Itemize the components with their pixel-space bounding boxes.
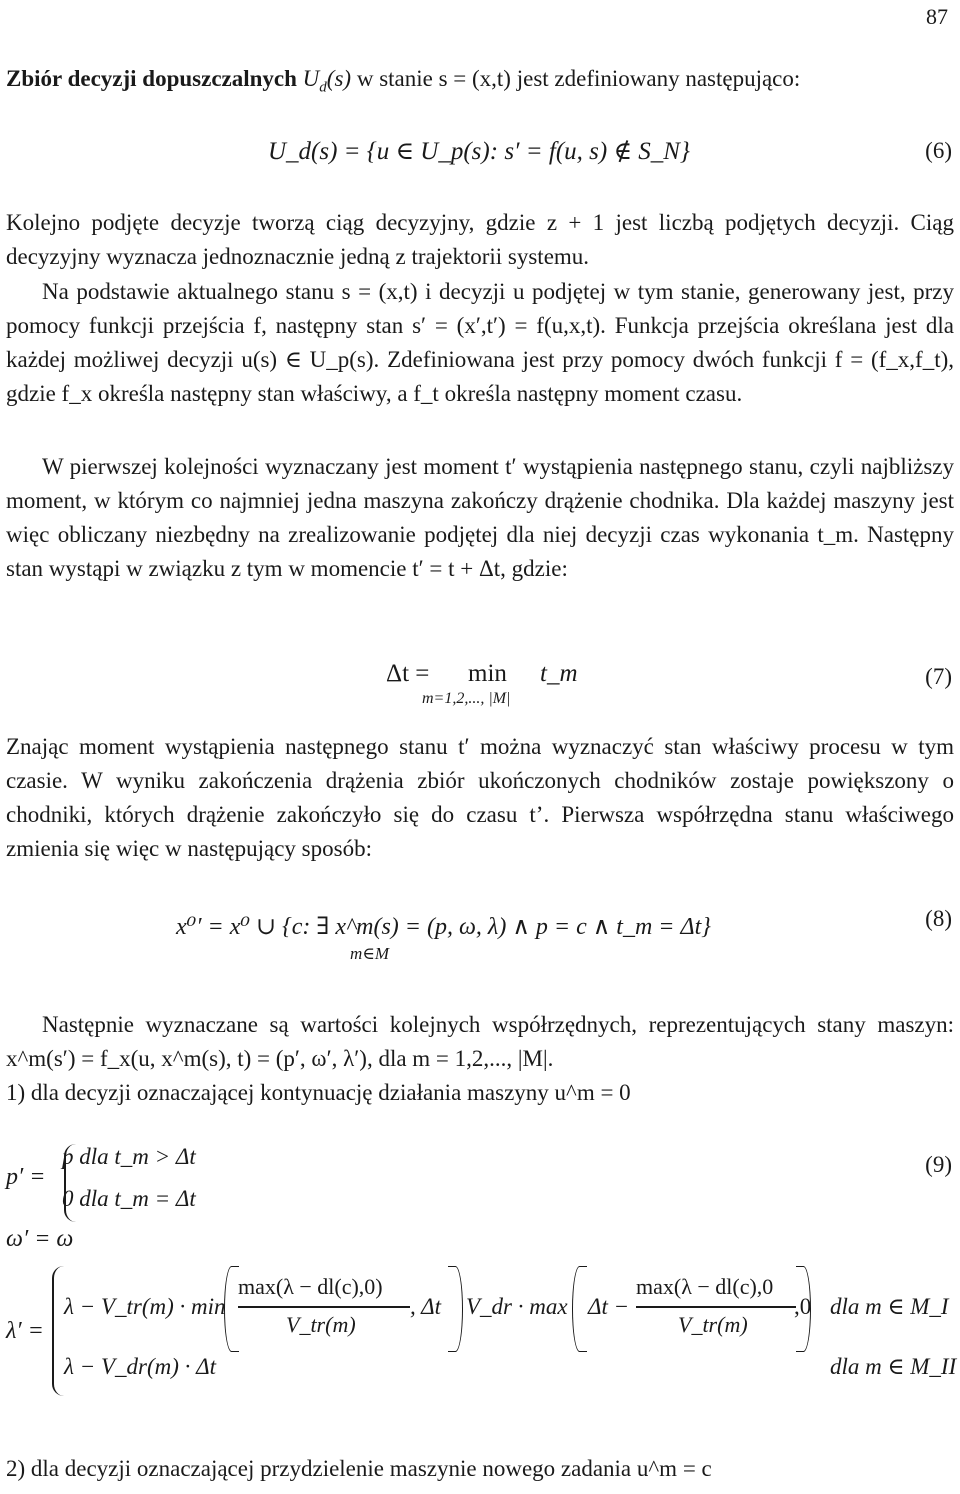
eq9-p-case1: p dla t_m > Δt [62, 1144, 196, 1169]
eq9-case1-b: , Δt [410, 1294, 441, 1319]
eq7-rhs: t_m [540, 660, 578, 687]
paragraph-3: W pierwszej kolejności wyznaczany jest moment t′ wystąpienia następnego stanu, czyli najbliższy moment, w którym co najmniej jedna maszyna zakończy drążenie chodnika. Dla każdej maszyny jest więc obliczany niezbędny na zrealizowanie podjętej dla niej decyzji czas wykonania t_m. Następny stan wystąpi w związku z tym w momencie t′ = t + Δt, gdzie: [6, 454, 954, 581]
paragraph-2: Na podstawie aktualnego stanu s = (x,t) i decyzji u podjętej w tym stanie, generowany jest, przy pomocy funkcji przejścia f, następny stan s′ = (x′,t′) = f(u,x,t). Funkcja przejścia określana jest dla każdej możliwej decyzji u(s) ∈ U_p(s). Zdefiniowana jest przy pomocy dwóch funkcji f = (f_x,f_t), gdzie f_x określa następny stan właściwy, a f_t określa następny moment czasu. [6, 279, 954, 406]
eq7-sub: m=1,2,..., |M| [422, 690, 511, 707]
eq9-lambda-lhs: λ′ = [6, 1318, 44, 1344]
eq9-case2-cond: dla m ∈ M_II [830, 1354, 957, 1379]
eq9-case1-c: V_dr · max [466, 1294, 568, 1319]
intro-ud: $U_d(s)$ [302, 66, 352, 96]
equation-8-number: (8) [925, 906, 952, 931]
eq9-paren-1-right [448, 1266, 463, 1352]
page-number: 87 [926, 4, 948, 29]
eq9-p-case2: 0 dla t_m = Δt [62, 1186, 196, 1211]
eq9-case1-a: λ − V_tr(m) · min [64, 1294, 226, 1319]
paragraph-4: Znając moment wystąpienia następnego stanu t′ można wyznaczyć stan właściwy procesu w tym czasie. W wyniku zakończenia drążenia zbiór ukończonych chodników zostaje powiększony o chodniki, których drążenie zakończyło się do czasu t’. Pierwsza współrzędna stanu właściwego zmienia się więc w następujący sposób: [6, 734, 954, 861]
eq9-frac2-line [636, 1306, 796, 1308]
eq9-case1-e: ,0 [794, 1294, 812, 1319]
eq8-main: x⁰′ = x⁰ ∪ {c: ∃ x^m(s) = (p, ω, λ) ∧ p = c ∧ t_m = Δt} [176, 914, 711, 940]
eq9-case1-frac2-den: V_tr(m) [678, 1312, 748, 1337]
eq9-case1-frac2-num: max(λ − dl(c),0 [636, 1274, 774, 1299]
intro-rest: w stanie s = (x,t) jest zdefiniowany następująco: [351, 66, 801, 91]
equation-7-number: (7) [925, 664, 952, 689]
equation-6-number: (6) [925, 138, 952, 163]
eq9-case1-frac1-num: max(λ − dl(c),0) [238, 1274, 383, 1299]
eq9-p-lhs: p′ = [6, 1164, 46, 1190]
paragraph-1: Kolejno podjęte decyzje tworzą ciąg decyzyjny, gdzie z + 1 jest liczbą podjętych decyzji. Ciąg decyzyjny wyznacza jednoznacznie jedną z trajektorii systemu. [6, 210, 954, 269]
item-2: 2) dla decyzji oznaczającej przydzielenie maszynie nowego zadania u^m = c [6, 1456, 712, 1481]
eq7-lhs: Δt = [386, 660, 430, 687]
equation-9-number: (9) [925, 1152, 952, 1177]
eq9-paren-1-left [224, 1266, 239, 1352]
eq9-case2: λ − V_dr(m) · Δt [64, 1354, 217, 1379]
eq8-sub: m∈M [350, 944, 390, 963]
eq9-paren-2-left [572, 1266, 587, 1352]
eq7-min: min [468, 660, 507, 687]
intro-line [6, 62, 954, 105]
eq9-case1-frac1-den: V_tr(m) [286, 1312, 356, 1337]
item-1: 1) dla decyzji oznaczającej kontynuację działania maszyny u^m = 0 [6, 1080, 631, 1105]
eq9-omega: ω′ = ω [6, 1226, 74, 1252]
eq9-frac1-line [238, 1306, 410, 1308]
eq9-case1-cond: dla m ∈ M_I [830, 1294, 949, 1319]
paragraph-5: Następnie wyznaczane są wartości kolejnych współrzędnych, reprezentujących stany maszyn: x^m(s′) = f_x(u, x^m(s), t) = (p′, ω′, λ′), dla m = 1,2,..., |M|. [6, 1012, 954, 1071]
equation-6: U_d(s) = {u ∈ U_p(s): s′ = f(u, s) ∉ S_N} [268, 138, 690, 165]
eq9-lambda-brace [52, 1266, 64, 1396]
intro-bold: Zbiór decyzji dopuszczalnych [6, 66, 297, 91]
eq9-case1-d: Δt − [588, 1294, 630, 1319]
